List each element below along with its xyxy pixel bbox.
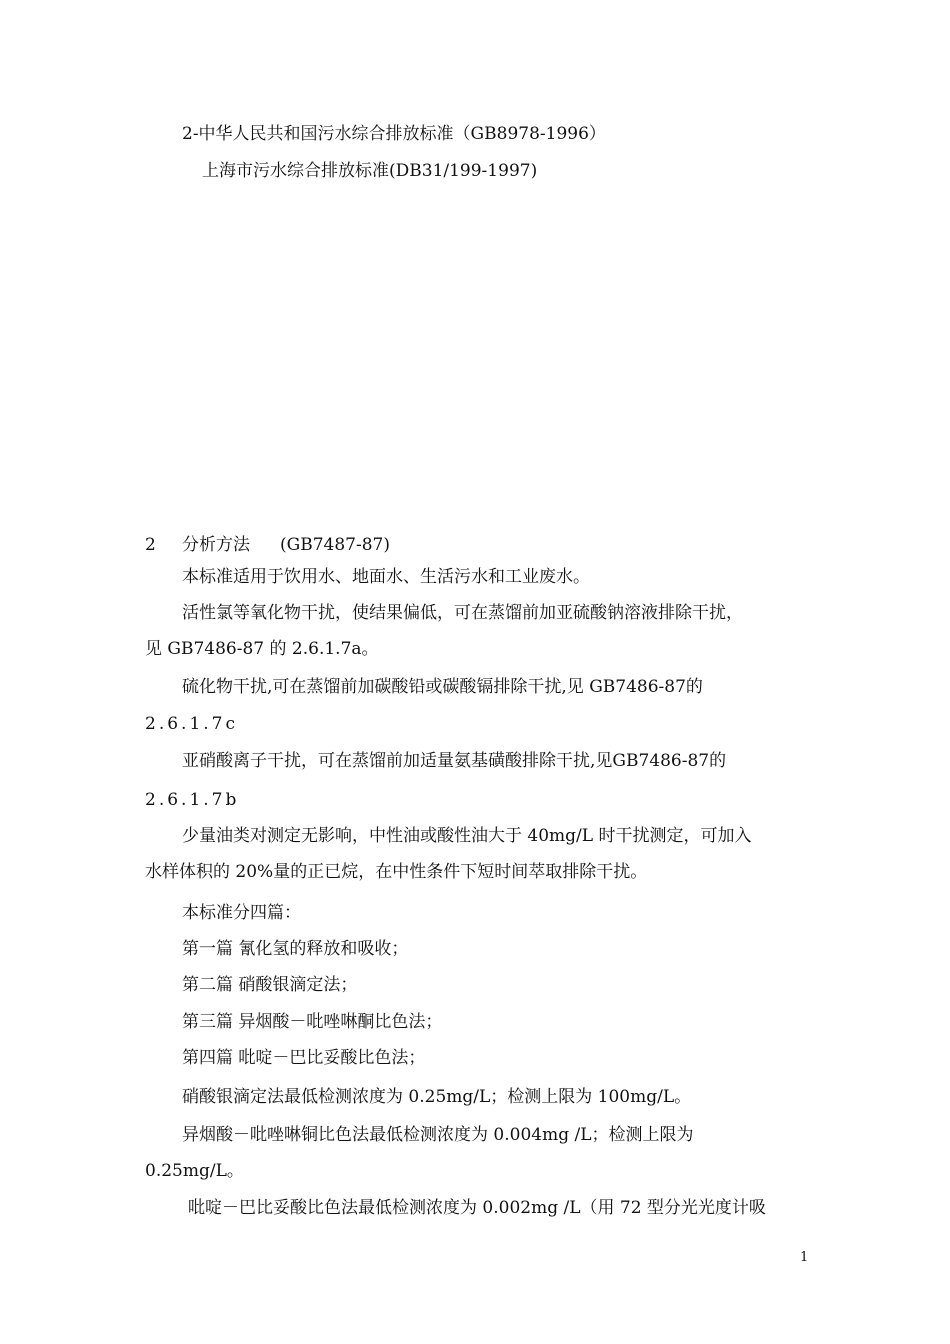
paragraph-oil-line-1: 少量油类对测定无影响，中性油或酸性油大于 40mg/L 时干扰测定，可加入 xyxy=(182,826,752,846)
paragraph-silver-nitrate: 硝酸银滴定法最低检测浓度为 0.25mg/L；检测上限为 100mg/L。 xyxy=(182,1087,692,1107)
paragraph-sulfide-line-1: 硫化物干扰,可在蒸馏前加碳酸铅或碳酸镉排除干扰,见 GB7486-87的 xyxy=(182,677,703,697)
list-item-part-1: 第一篇 氰化氢的释放和吸收； xyxy=(182,939,409,959)
list-item-part-2: 第二篇 硝酸银滴定法； xyxy=(182,975,358,995)
header-line-1: 2-中华人民共和国污水综合排放标准（GB8978-1996） xyxy=(182,124,606,144)
header-line-2: 上海市污水综合排放标准(DB31/199-1997) xyxy=(202,161,538,181)
paragraph-nitrite-line-2: 2.6.1.7b xyxy=(145,790,240,810)
page-number: 1 xyxy=(800,1250,809,1265)
paragraph-chlorine-line-2: 见 GB7486-87 的 2.6.1.7a。 xyxy=(145,639,379,659)
section-code: (GB7487-87) xyxy=(280,535,390,555)
paragraph-oil-line-2: 水样体积的 20%量的正已烷，在中性条件下短时间萃取排除干扰。 xyxy=(145,862,648,882)
paragraph-pyridine: 吡啶－巴比妥酸比色法最低检测浓度为 0.002mg /L（用 72 型分光光度计吸 xyxy=(188,1198,766,1218)
paragraph-isonicotinic-line-1: 异烟酸－吡唑啉铜比色法最低检测浓度为 0.004mg /L；检测上限为 xyxy=(182,1125,694,1145)
section-number: 2 xyxy=(145,535,156,555)
paragraph-parts-intro: 本标准分四篇： xyxy=(182,903,301,923)
paragraph-sulfide-line-2: 2.6.1.7c xyxy=(145,714,238,734)
paragraph-chlorine-line-1: 活性氯等氧化物干扰，使结果偏低，可在蒸馏前加亚硫酸钠溶液排除干扰， xyxy=(182,603,743,623)
list-item-part-3: 第三篇 异烟酸－吡唑啉酮比色法； xyxy=(182,1012,443,1032)
paragraph-scope: 本标准适用于饮用水、地面水、生活污水和工业废水。 xyxy=(182,567,590,587)
paragraph-isonicotinic-line-2: 0.25mg/L。 xyxy=(145,1161,244,1181)
section-title: 分析方法 xyxy=(182,535,250,555)
list-item-part-4: 第四篇 吡啶－巴比妥酸比色法； xyxy=(182,1048,426,1068)
paragraph-nitrite-line-1: 亚硝酸离子干扰，可在蒸馏前加适量氨基磺酸排除干扰,见GB7486-87的 xyxy=(182,751,727,771)
